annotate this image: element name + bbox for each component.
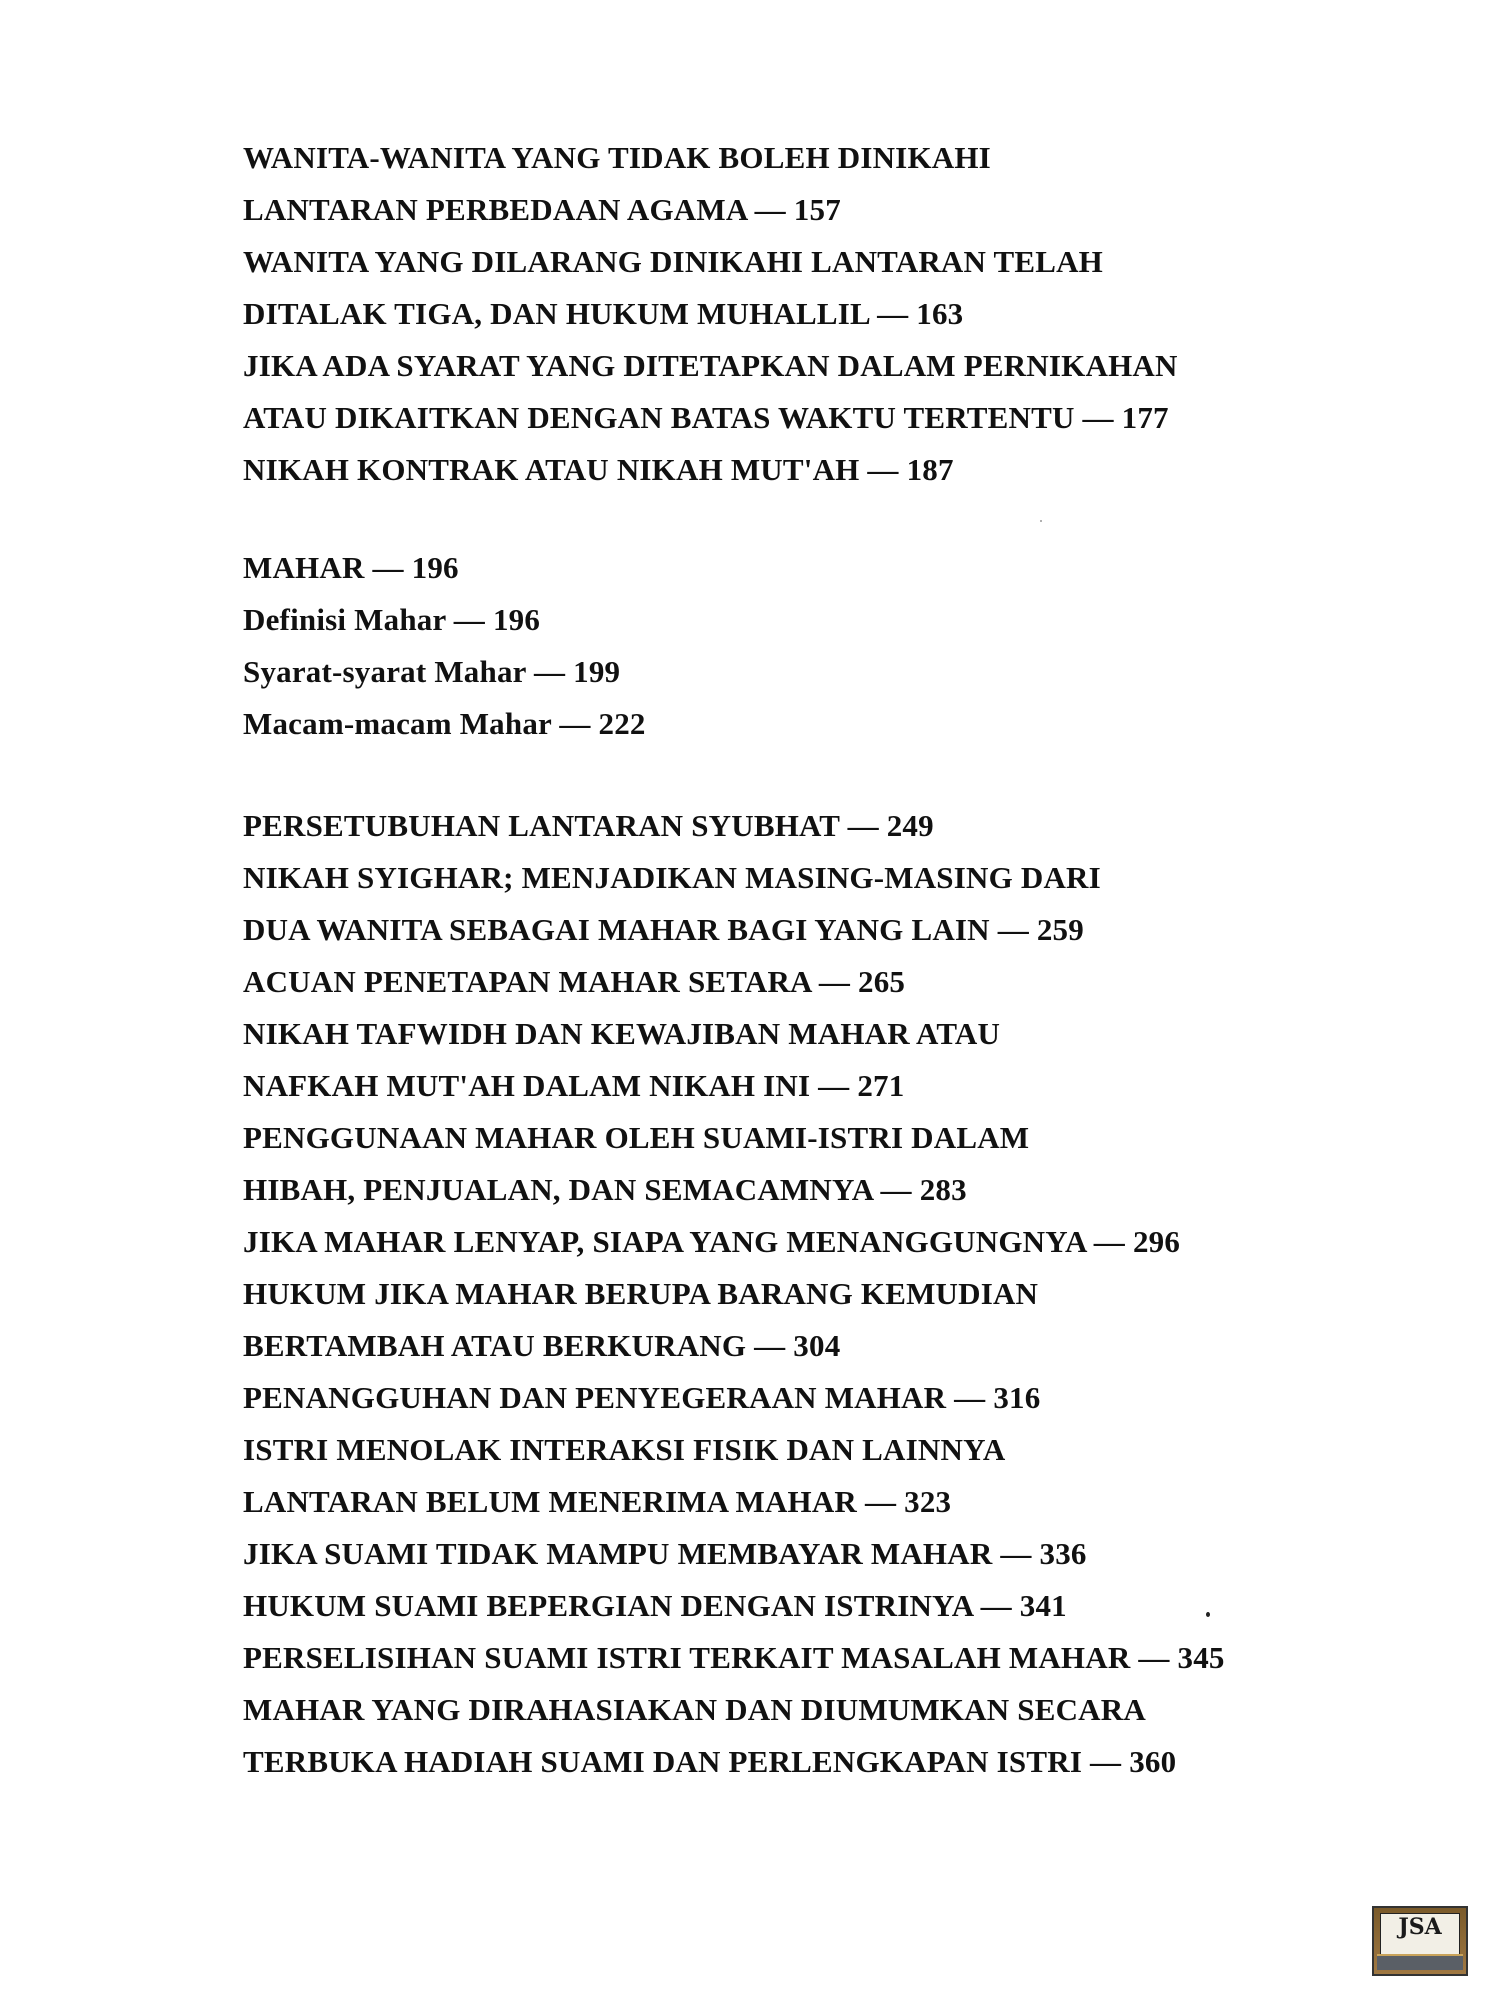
toc-line: WANITA-WANITA YANG TIDAK BOLEH DINIKAHI — [243, 140, 991, 175]
toc-line: PENANGGUHAN DAN PENYEGERAAN MAHAR — 316 — [243, 1380, 1041, 1415]
jsa-logo-icon — [1372, 1906, 1468, 1976]
toc-line: DITALAK TIGA, DAN HUKUM MUHALLIL — 163 — [243, 296, 964, 331]
toc-line: ACUAN PENETAPAN MAHAR SETARA — 265 — [243, 964, 906, 999]
toc-line: TERBUKA HADIAH SUAMI DAN PERLENGKAPAN ISTRI — 360 — [243, 1744, 1177, 1779]
toc-line: NIKAH TAFWIDH DAN KEWAJIBAN MAHAR ATAU — [243, 1016, 1001, 1051]
scan-speck — [1206, 1612, 1210, 1617]
toc-line: LANTARAN PERBEDAAN AGAMA — 157 — [243, 192, 841, 227]
toc-line: ISTRI MENOLAK INTERAKSI FISIK DAN LAINNYA — [243, 1432, 1006, 1467]
toc-line: PENGGUNAAN MAHAR OLEH SUAMI-ISTRI DALAM — [243, 1120, 1030, 1155]
toc-line: NIKAH KONTRAK ATAU NIKAH MUT'AH — 187 — [243, 452, 954, 487]
toc-line: JIKA ADA SYARAT YANG DITETAPKAN DALAM PERNIKAHAN — [243, 348, 1178, 383]
toc-line: MAHAR YANG DIRAHASIAKAN DAN DIUMUMKAN SECARA — [243, 1692, 1146, 1727]
toc-group-mahar — [243, 542, 1243, 750]
table-of-contents — [243, 132, 1243, 1788]
scan-speck — [1040, 520, 1042, 522]
toc-line: NAFKAH MUT'AH DALAM NIKAH INI — 271 — [243, 1068, 905, 1103]
logo-base — [1377, 1954, 1463, 1970]
toc-line: HUKUM SUAMI BEPERGIAN DENGAN ISTRINYA — 341 — [243, 1588, 1067, 1623]
toc-group-persetubuhan — [243, 800, 1243, 1788]
toc-line: LANTARAN BELUM MENERIMA MAHAR — 323 — [243, 1484, 952, 1519]
toc-line: BERTAMBAH ATAU BERKURANG — 304 — [243, 1328, 841, 1363]
toc-line: DUA WANITA SEBAGAI MAHAR BAGI YANG LAIN — 259 — [243, 912, 1084, 947]
toc-line: WANITA YANG DILARANG DINIKAHI LANTARAN TELAH — [243, 244, 1103, 279]
toc-line: HUKUM JIKA MAHAR BERUPA BARANG KEMUDIAN — [243, 1276, 1039, 1311]
toc-line: ATAU DIKAITKAN DENGAN BATAS WAKTU TERTENTU — 177 — [243, 400, 1169, 435]
toc-line: PERSELISIHAN SUAMI ISTRI TERKAIT MASALAH MAHAR — 345 — [243, 1640, 1225, 1675]
toc-line: PERSETUBUHAN LANTARAN SYUBHAT — 249 — [243, 808, 934, 843]
toc-group-wanita — [243, 132, 1243, 496]
toc-line: JIKA MAHAR LENYAP, SIAPA YANG MENANGGUNGNYA — 296 — [243, 1224, 1181, 1259]
toc-subline: Definisi Mahar — 196 — [243, 602, 541, 637]
toc-line: NIKAH SYIGHAR; MENJADIKAN MASING-MASING DARI — [243, 860, 1101, 895]
logo-text: JSA — [1398, 1914, 1442, 1940]
toc-line: HIBAH, PENJUALAN, DAN SEMACAMNYA — 283 — [243, 1172, 967, 1207]
toc-heading-mahar: MAHAR — 196 — [243, 550, 459, 585]
toc-subline: Syarat-syarat Mahar — 199 — [243, 654, 621, 689]
logo-label — [1380, 1913, 1460, 1957]
toc-subline: Macam-macam Mahar — 222 — [243, 706, 646, 741]
toc-line: JIKA SUAMI TIDAK MAMPU MEMBAYAR MAHAR — 336 — [243, 1536, 1087, 1571]
